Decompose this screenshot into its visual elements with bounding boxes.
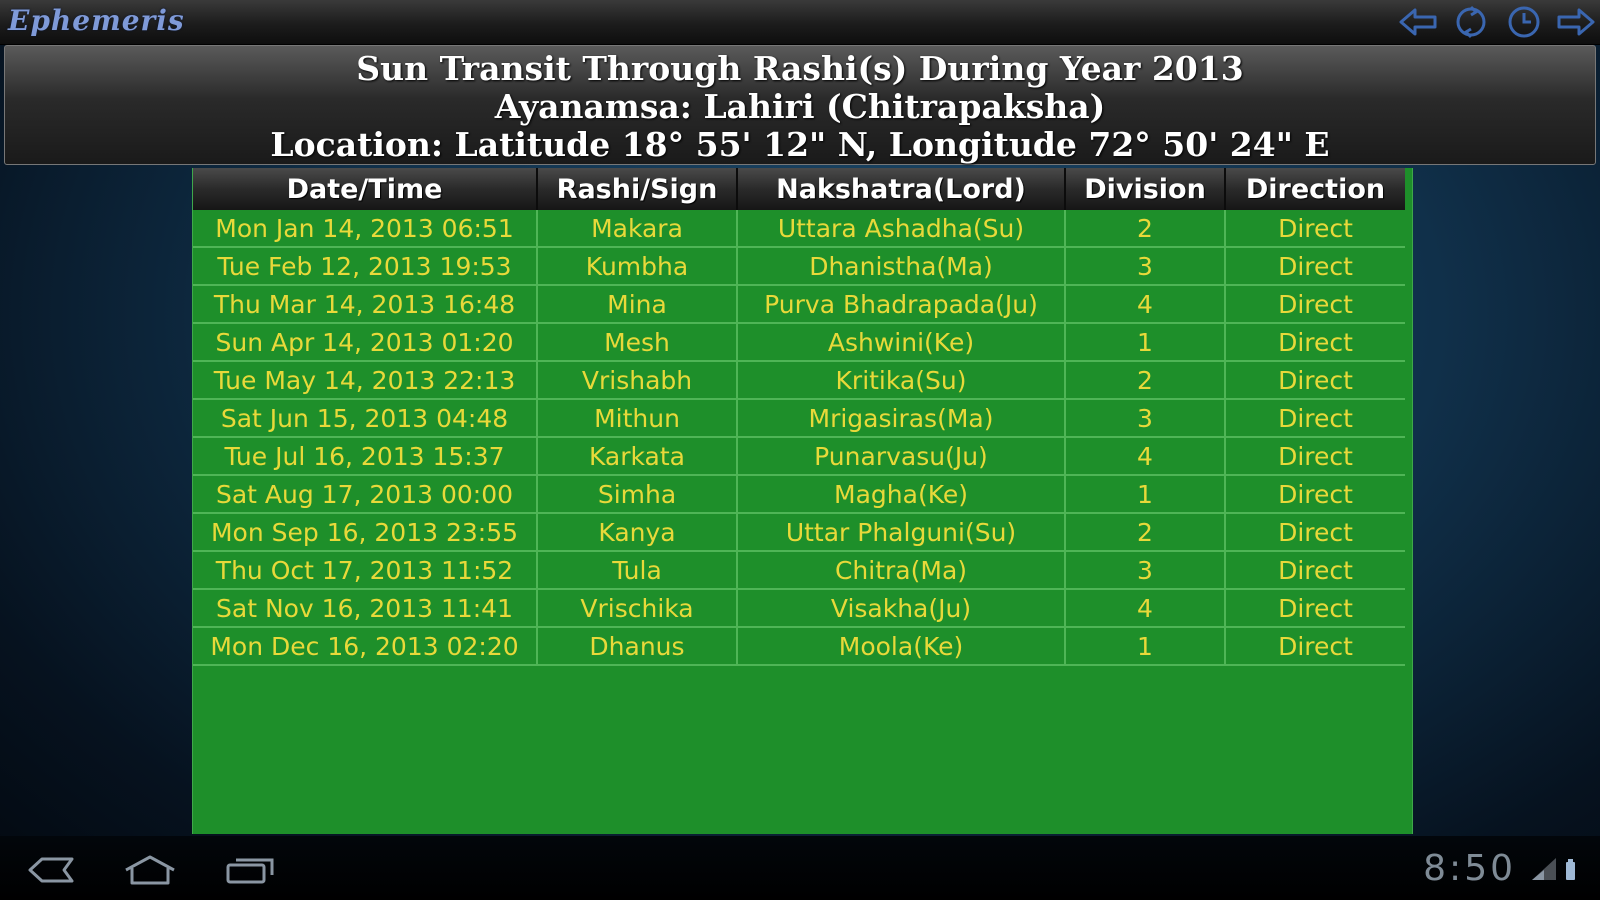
report-header	[4, 45, 1596, 165]
cell-division: 4	[1065, 285, 1225, 323]
table-row[interactable]	[193, 247, 1405, 285]
cell-direction: Direct	[1225, 627, 1405, 665]
transit-table-panel[interactable]	[192, 168, 1413, 834]
system-nav-bar	[0, 836, 1600, 900]
column-header-datetime[interactable]: Date/Time	[193, 168, 537, 210]
table-row[interactable]	[193, 210, 1405, 247]
location-label: Location: Latitude 18° 55' 12" N, Longitude 72° 50' 24" E	[270, 125, 1330, 164]
cell-rashi: Kumbha	[537, 247, 737, 285]
cell-rashi: Kanya	[537, 513, 737, 551]
table-row[interactable]	[193, 399, 1405, 437]
ayanamsa-label: Ayanamsa: Lahiri (Chitrapaksha)	[494, 87, 1106, 126]
cell-rashi: Mithun	[537, 399, 737, 437]
cell-datetime: Thu Mar 14, 2013 16:48	[193, 285, 537, 323]
recent-apps-icon[interactable]	[218, 850, 282, 890]
table-row[interactable]	[193, 513, 1405, 551]
signal-icon	[1532, 858, 1556, 880]
cell-nakshatra: Mrigasiras(Ma)	[737, 399, 1065, 437]
cell-nakshatra: Ashwini(Ke)	[737, 323, 1065, 361]
table-row[interactable]	[193, 361, 1405, 399]
cell-datetime: Tue Feb 12, 2013 19:53	[193, 247, 537, 285]
cell-nakshatra: Kritika(Su)	[737, 361, 1065, 399]
cell-direction: Direct	[1225, 210, 1405, 247]
column-header-rashi[interactable]: Rashi/Sign	[537, 168, 737, 210]
column-header-direction[interactable]: Direction	[1225, 168, 1405, 210]
app-bar	[0, 0, 1600, 45]
cell-rashi: Karkata	[537, 437, 737, 475]
cell-division: 2	[1065, 513, 1225, 551]
cell-nakshatra: Moola(Ke)	[737, 627, 1065, 665]
cell-rashi: Vrischika	[537, 589, 737, 627]
cell-direction: Direct	[1225, 399, 1405, 437]
column-header-division[interactable]: Division	[1065, 168, 1225, 210]
cell-direction: Direct	[1225, 475, 1405, 513]
cell-nakshatra: Dhanistha(Ma)	[737, 247, 1065, 285]
cell-datetime: Mon Jan 14, 2013 06:51	[193, 210, 537, 247]
cell-rashi: Dhanus	[537, 627, 737, 665]
table-row[interactable]	[193, 437, 1405, 475]
clock-icon[interactable]	[1504, 3, 1544, 41]
cell-division: 4	[1065, 589, 1225, 627]
back-nav-icon[interactable]	[18, 850, 82, 890]
cell-rashi: Makara	[537, 210, 737, 247]
cell-division: 2	[1065, 361, 1225, 399]
cell-nakshatra: Punarvasu(Ju)	[737, 437, 1065, 475]
cell-datetime: Sat Aug 17, 2013 00:00	[193, 475, 537, 513]
cell-direction: Direct	[1225, 361, 1405, 399]
cell-datetime: Sat Jun 15, 2013 04:48	[193, 399, 537, 437]
table-row[interactable]	[193, 551, 1405, 589]
cell-nakshatra: Chitra(Ma)	[737, 551, 1065, 589]
cell-datetime: Tue Jul 16, 2013 15:37	[193, 437, 537, 475]
cell-nakshatra: Magha(Ke)	[737, 475, 1065, 513]
cell-division: 1	[1065, 475, 1225, 513]
forward-arrow-icon[interactable]	[1556, 3, 1596, 41]
cell-datetime: Tue May 14, 2013 22:13	[193, 361, 537, 399]
cell-datetime: Sat Nov 16, 2013 11:41	[193, 589, 537, 627]
cell-direction: Direct	[1225, 551, 1405, 589]
cell-nakshatra: Uttar Phalguni(Su)	[737, 513, 1065, 551]
cell-direction: Direct	[1225, 285, 1405, 323]
cell-division: 3	[1065, 551, 1225, 589]
cell-nakshatra: Uttara Ashadha(Su)	[737, 210, 1065, 247]
app-title: Ephemeris	[8, 4, 185, 37]
cell-direction: Direct	[1225, 323, 1405, 361]
cell-rashi: Tula	[537, 551, 737, 589]
status-icons[interactable]	[1522, 854, 1582, 886]
table-row[interactable]	[193, 323, 1405, 361]
table-row[interactable]	[193, 589, 1405, 627]
cell-direction: Direct	[1225, 437, 1405, 475]
cell-division: 1	[1065, 323, 1225, 361]
cell-division: 2	[1065, 210, 1225, 247]
report-title: Sun Transit Through Rashi(s) During Year 2013	[356, 49, 1244, 88]
table-row[interactable]	[193, 475, 1405, 513]
cell-direction: Direct	[1225, 513, 1405, 551]
refresh-icon[interactable]	[1451, 3, 1491, 41]
cell-nakshatra: Visakha(Ju)	[737, 589, 1065, 627]
status-clock: 8:50	[1423, 848, 1516, 889]
cell-datetime: Mon Sep 16, 2013 23:55	[193, 513, 537, 551]
cell-nakshatra: Purva Bhadrapada(Ju)	[737, 285, 1065, 323]
table-row[interactable]	[193, 285, 1405, 323]
battery-icon	[1566, 859, 1575, 880]
transit-table	[193, 168, 1405, 666]
column-header-nakshatra[interactable]: Nakshatra(Lord)	[737, 168, 1065, 210]
cell-datetime: Thu Oct 17, 2013 11:52	[193, 551, 537, 589]
cell-direction: Direct	[1225, 247, 1405, 285]
cell-rashi: Vrishabh	[537, 361, 737, 399]
cell-rashi: Mesh	[537, 323, 737, 361]
cell-division: 3	[1065, 399, 1225, 437]
cell-division: 1	[1065, 627, 1225, 665]
cell-rashi: Mina	[537, 285, 737, 323]
cell-division: 3	[1065, 247, 1225, 285]
cell-datetime: Sun Apr 14, 2013 01:20	[193, 323, 537, 361]
back-arrow-icon[interactable]	[1398, 3, 1438, 41]
cell-direction: Direct	[1225, 589, 1405, 627]
cell-datetime: Mon Dec 16, 2013 02:20	[193, 627, 537, 665]
table-row[interactable]	[193, 627, 1405, 665]
cell-rashi: Simha	[537, 475, 737, 513]
table-header-row	[193, 168, 1405, 210]
cell-division: 4	[1065, 437, 1225, 475]
home-nav-icon[interactable]	[118, 850, 182, 890]
